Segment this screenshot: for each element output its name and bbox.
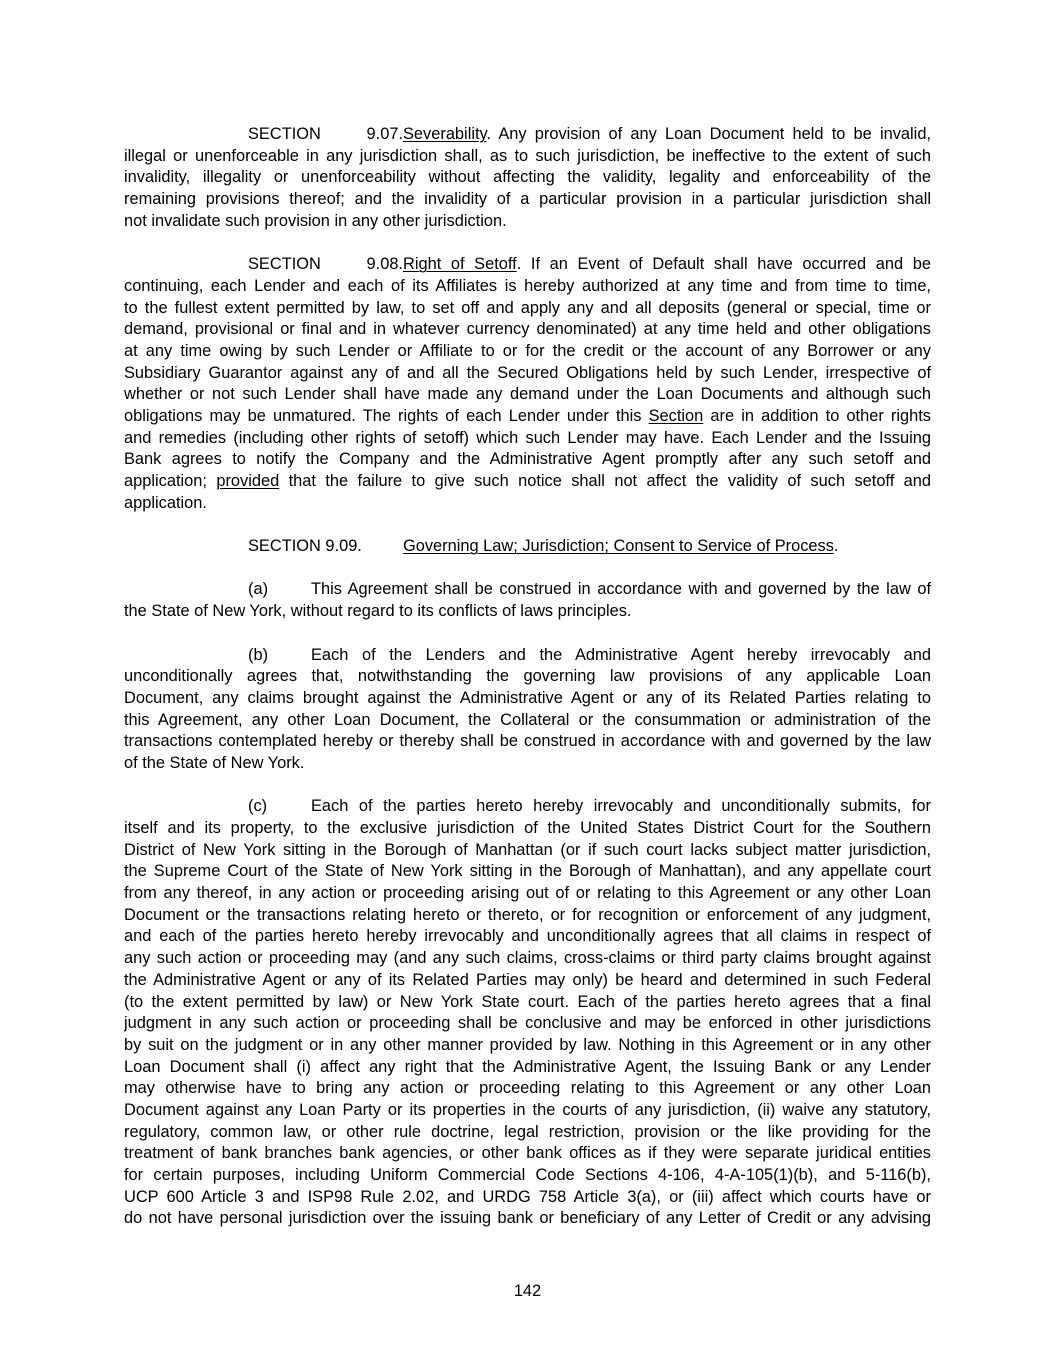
paragraph-line: the Administrative Agent or any of its Related Parties may only) be heard and determined in such Federal — [124, 970, 931, 989]
line-text: are in addition to other rights — [703, 406, 931, 425]
paragraph-line: not invalidate such provision in any other jurisdiction. — [124, 211, 507, 230]
subsection-label: (c) — [248, 797, 268, 816]
subsection-first-line — [124, 579, 931, 601]
paragraph-line: for certain purposes, including Uniform Commercial Code Sections 4-106, 4-A-105(1)(b), and 5-116(b), — [124, 1166, 931, 1184]
paragraph-line: and remedies (including other rights of setoff) which such Lender may have. Each Lender and the Issuing — [124, 428, 931, 447]
section-title: Right of Setoff — [403, 255, 517, 274]
section-number: SECTION 9.09. — [248, 537, 362, 556]
subsection-a — [124, 579, 931, 622]
section-heading-line — [124, 124, 931, 146]
paragraph-line: District of New York sitting in the Borough of Manhattan (or if such court lacks subject matter jurisdiction, — [124, 840, 931, 859]
line-text: that the failure to give such notice shall not affect the validity of such setoff and — [279, 472, 931, 490]
section-lead-text: . If an Event of Default shall have occurred and be — [516, 255, 931, 274]
paragraph-line: remaining provisions thereof; and the invalidity of a particular provision in a particular jurisdiction shall — [124, 190, 931, 209]
section-9-08 — [124, 254, 931, 514]
paragraph-line: itself and its property, to the exclusive jurisdiction of the United States District Court for the Southern — [124, 819, 931, 837]
paragraph-line: continuing, each Lender and each of its Affiliates is hereby authorized at any time and from time to time, — [124, 276, 931, 295]
section-title-end: . — [833, 537, 839, 556]
paragraph-line: invalidity, illegality or unenforceability without affecting the validity, legality and enforceability of the — [124, 168, 931, 187]
section-lead-text: . Any provision of any Loan Document held to be invalid, — [486, 125, 931, 143]
line-text: This Agreement shall be construed in accordance with and governed by the law of — [311, 580, 931, 599]
paragraph-line: the Supreme Court of the State of New York sitting in the Borough of Manhattan), and any appellate court — [124, 862, 931, 881]
section-heading-line — [124, 536, 931, 558]
paragraph-line: whether or not such Lender shall have made any demand under the Loan Documents and although such — [124, 385, 931, 404]
paragraph-line: of the State of New York. — [124, 753, 305, 772]
paragraph-line: to the fullest extent permitted by law, to set off and apply any and all deposits (general or special, time or — [124, 298, 931, 317]
subsection-first-line — [124, 645, 931, 667]
section-heading-line — [124, 254, 931, 276]
paragraph-line: Subsidiary Guarantor against any of and all the Secured Obligations held by such Lender, irrespective of — [124, 363, 931, 382]
section-9-07 — [124, 124, 931, 232]
paragraph-line: at any time owing by such Lender or Affiliate to or for the credit or the account of any Borrower or any — [124, 341, 931, 360]
paragraph-line: Bank agrees to notify the Company and the Administrative Agent promptly after any such setoff and — [124, 450, 931, 469]
line-text: Each of the Lenders and the Administrative Agent hereby irrevocably and — [311, 645, 931, 664]
subsection-b — [124, 645, 931, 775]
line-text: obligations may be unmatured. The rights of each Lender under this — [124, 406, 649, 425]
section-title: Severability — [403, 125, 487, 143]
paragraph-line: treatment of bank branches bank agencies, or other bank offices as if they were separate juridical entities — [124, 1144, 931, 1163]
paragraph-line: application. — [124, 493, 207, 512]
paragraph-line: and each of the parties hereto hereby irrevocably and unconditionally agrees that all claims in respect of — [124, 927, 931, 946]
page-number: 142 — [513, 1282, 542, 1300]
paragraph-line: regulatory, common law, or other rule doctrine, legal restriction, provision or the like providing for the — [124, 1122, 931, 1141]
paragraph-line: from any thereof, in any action or proceeding arising out of or relating to this Agreement or any other Loan — [124, 884, 931, 903]
subsection-first-line — [124, 796, 931, 818]
paragraph-line: the State of New York, without regard to its conflicts of laws principles. — [124, 602, 632, 621]
subsection-c — [124, 796, 931, 1230]
paragraph-line: Loan Document shall (i) affect any right that the Administrative Agent, the Issuing Bank or any Lender — [124, 1057, 931, 1076]
subsection-label: (b) — [248, 645, 269, 664]
paragraph-line: UCP 600 Article 3 and ISP98 Rule 2.02, and URDG 758 Article 3(a), or (iii) affect which courts have or — [124, 1187, 931, 1206]
paragraph-line: Document or the transactions relating hereto or thereto, or for recognition or enforcement of any judgment, — [124, 905, 931, 924]
paragraph-line — [124, 406, 931, 428]
paragraph-line: do not have personal jurisdiction over the issuing bank or beneficiary of any Letter of Credit or any advising — [124, 1209, 931, 1228]
underlined-term: provided — [216, 472, 280, 490]
paragraph-line: this Agreement, any other Loan Document, the Collateral or the consummation or administration of the — [124, 710, 931, 729]
paragraph-line: transactions contemplated hereby or thereby shall be construed in accordance with and governed by the law — [124, 732, 931, 751]
section-number: SECTION 9.07. — [248, 125, 403, 143]
line-text: Each of the parties hereto hereby irrevocably and unconditionally submits, for — [311, 797, 931, 816]
paragraph-line: (to the extent permitted by law) or New York State court. Each of the parties hereto agrees that a final — [124, 992, 931, 1011]
paragraph-line: unconditionally agrees that, notwithstanding the governing law provisions of any applicable Loan — [124, 667, 931, 686]
paragraph-line: judgment in any such action or proceeding shall be conclusive and may be enforced in other jurisdictions — [124, 1014, 931, 1033]
paragraph-line: may otherwise have to bring any action or proceeding relating to this Agreement or any other Loan — [124, 1079, 931, 1098]
paragraph-line: Document, any claims brought against the Administrative Agent or any of its Related Parties relating to — [124, 688, 931, 707]
paragraph-line: demand, provisional or final and in whatever currency denominated) at any time held and other obligations — [124, 320, 931, 339]
underlined-term: Section — [648, 406, 704, 425]
line-text: application; — [124, 472, 217, 490]
paragraph-line: illegal or unenforceable in any jurisdiction shall, as to such jurisdiction, be ineffective to the extent of such — [124, 146, 931, 165]
paragraph-line: by suit on the judgment or in any other manner provided by law. Nothing in this Agreement or in any other — [124, 1035, 931, 1054]
subsection-label: (a) — [248, 580, 269, 599]
paragraph-line: Document against any Loan Party or its properties in the courts of any jurisdiction, (ii) waive any statutory, — [124, 1100, 931, 1119]
paragraph-line: any such action or proceeding may (and any such claims, cross-claims or third party claims brought against — [124, 949, 931, 968]
page-body — [124, 124, 931, 1252]
section-title: Governing Law; Jurisdiction; Consent to Service of Process — [403, 537, 834, 556]
paragraph-line — [124, 471, 931, 493]
section-9-09 — [124, 536, 931, 558]
section-number: SECTION 9.08. — [248, 255, 403, 274]
